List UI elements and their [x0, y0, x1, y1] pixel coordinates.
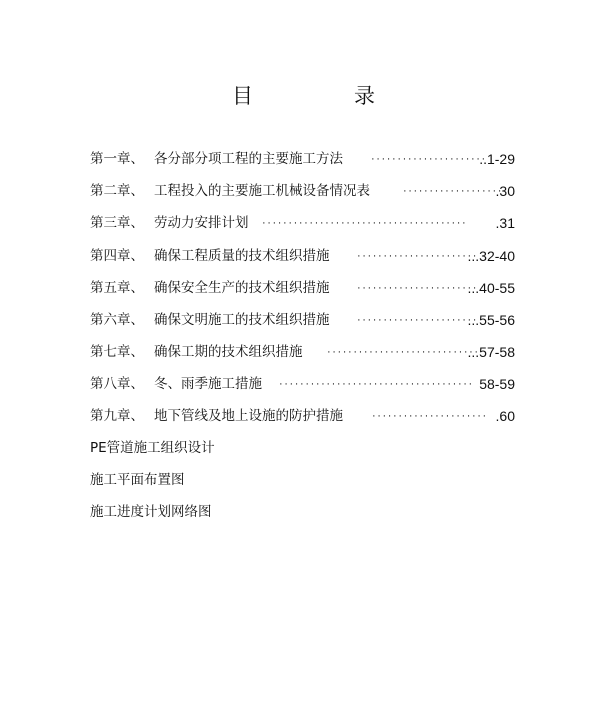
toc-chapter-number: 第四章、 [90, 248, 144, 264]
toc-chapter-title: 确保工程质量的技术组织措施 [154, 248, 330, 264]
toc-page-range: ...55-56 [467, 312, 515, 328]
toc-page-range: ...40-55 [467, 280, 515, 296]
toc-page-range: ...32-40 [467, 248, 515, 264]
toc-chapter-title: 确保工期的技术组织措施 [154, 344, 303, 360]
toc-leader-dots: ······················ [372, 410, 488, 422]
toc-leader-dots: ····································· [279, 378, 474, 390]
toc-chapter-title: 冬、雨季施工措施 [154, 376, 262, 392]
toc-page-range: ..1-29 [479, 151, 515, 167]
toc-entry-4[interactable] [90, 245, 515, 267]
toc-chapter-title: 工程投入的主要施工机械设备情况表 [154, 183, 370, 199]
toc-chapter-number: 第七章、 [90, 344, 144, 360]
toc-entry-5[interactable] [90, 277, 515, 299]
toc-extra-site-plan[interactable]: 施工平面布置图 [90, 472, 185, 488]
toc-chapter-title: 确保安全生产的技术组织措施 [154, 280, 330, 296]
toc-entry-2[interactable] [90, 180, 515, 202]
toc-chapter-title: 各分部分项工程的主要施工方法 [154, 151, 343, 167]
toc-entry-7[interactable] [90, 341, 515, 363]
toc-chapter-title: 确保文明施工的技术组织措施 [154, 312, 330, 328]
toc-chapter-number: 第五章、 [90, 280, 144, 296]
toc-leader-dots: ······················· [357, 250, 479, 262]
toc-leader-dots: ······················· [357, 314, 479, 326]
toc-entry-6[interactable] [90, 309, 515, 331]
toc-heading-char-1: 目 [232, 84, 253, 108]
toc-leader-dots: ······················· [357, 282, 479, 294]
toc-leader-dots: ··················· [403, 185, 503, 197]
toc-heading-char-2: 录 [354, 84, 375, 108]
toc-page-range: 58-59 [479, 376, 515, 392]
toc-chapter-number: 第二章、 [90, 183, 144, 199]
toc-extra-pe-pipe-design[interactable]: PE管道施工组织设计 [90, 440, 215, 456]
toc-chapter-number: 第三章、 [90, 215, 144, 231]
toc-entry-8[interactable] [90, 373, 515, 395]
toc-leader-dots: ······················ [371, 153, 487, 165]
toc-page-range: .30 [495, 183, 515, 199]
toc-page-range: .31 [495, 215, 515, 231]
toc-entry-3[interactable] [90, 212, 515, 234]
toc-leader-dots: ······································· [262, 217, 468, 229]
toc-page-range: ...57-58 [467, 344, 515, 360]
toc-chapter-title: 地下管线及地上设施的防护措施 [154, 408, 343, 424]
toc-page-range: .60 [495, 408, 515, 424]
toc-chapter-number: 第六章、 [90, 312, 144, 328]
toc-entry-1[interactable] [90, 148, 515, 170]
toc-chapter-number: 第八章、 [90, 376, 144, 392]
toc-chapter-number: 第九章、 [90, 408, 144, 424]
toc-chapter-title: 劳动力安排计划 [154, 215, 249, 231]
toc-entry-9[interactable] [90, 405, 515, 427]
toc-leader-dots: ····························· [327, 346, 480, 358]
toc-heading [0, 83, 607, 113]
toc-extra-schedule-network[interactable]: 施工进度计划网络图 [90, 504, 212, 520]
toc-chapter-number: 第一章、 [90, 151, 144, 167]
